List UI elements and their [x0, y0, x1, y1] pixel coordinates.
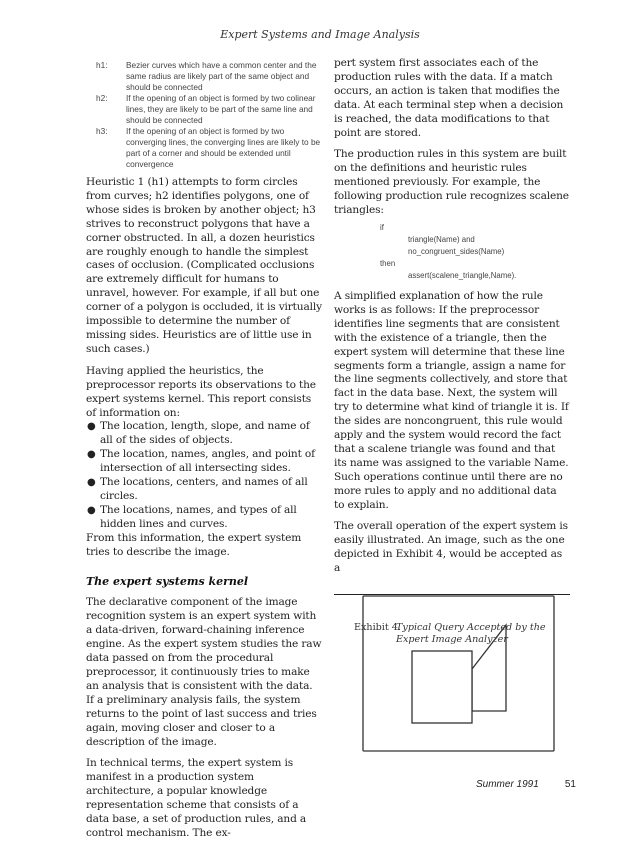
bullet-icon: ●: [87, 421, 96, 433]
paragraph: In technical terms, the expert system is manifest in a production system architecture, a popular knowledge representation scheme that consists of a data base, a set of production rules, and a control mechanism. The ex-: [86, 757, 307, 839]
heuristic-text: If the opening of an object is formed by two colinear lines, they are likely to be part of the same line and should be connected: [126, 93, 316, 125]
bullet-icon: ●: [87, 477, 96, 489]
left-column: [86, 60, 322, 849]
heuristic-text: Bezier curves which have a common center and the same radius are likely part of the same object and should be connected: [126, 60, 317, 92]
heuristic-item: [96, 60, 322, 93]
paragraph: A simplified explanation of how the rule works is as follows: If the preprocessor identifies line segments that are consistent with the existence of a triangle, then the expert system will determine that these line segments form a triangle, assign a name for the line segments collectively, and store that fact in the data base. Next, the system will try to determine what kind of triangle it is. If the sides are noncongruent, this rule would apply and the system would record the fact that a scalene triangle was found and that its name was assigned to the variable Name. Such operations continue until there are no more rules to apply and no additional data to explain.: [334, 289, 569, 511]
heuristic-text: If the opening of an object is formed by two converging lines, the converging lines are likely to be part of a corner and should be extended until convergence: [126, 126, 321, 169]
occluded-shape: [472, 625, 506, 711]
heuristic-item: [96, 93, 322, 126]
square-shape: [412, 651, 472, 723]
paragraph: Heuristic 1 (h1) attempts to form circles from curves; h2 identifies polygons, one of whose sides is broken by another object; h3 strives to reconstruct polygons that have a corner obstructed. In all, a dozen heuristics are roughly enough to handle the simplest cases of occlusion. (Complicated occlusions are extremely difficult for humans to unravel, however. For example, if all but one corner of a polygon is occluded, it is virtually impossible to determine the number of missing sides. Heuristics are of little use in such cases.): [86, 176, 322, 355]
section-heading: The expert systems kernel: [86, 575, 249, 589]
exhibit-number: Exhibit 4.: [354, 622, 401, 634]
code-action: assert(scalene_triangle,Name).: [408, 270, 517, 280]
exhibit-figure: [362, 595, 556, 753]
heuristics-list: [86, 60, 322, 170]
code-then-keyword: then: [380, 258, 396, 268]
code-if-keyword: if: [380, 222, 384, 232]
paragraph: pert system first associates each of the production rules with the data. If a match occurs, an action is taken that modifies the data. At each terminal step when a decision is reached, the data modifications to that point are stored.: [334, 57, 564, 139]
list-item-text: The locations, centers, and names of all circles.: [100, 476, 308, 502]
exhibit-title: Typical Query Accepted by the Expert Image Analyzer: [396, 622, 546, 646]
code-condition: triangle(Name) and: [408, 234, 475, 244]
paragraph: Having applied the heuristics, the preprocessor reports its observations to the expert systems kernel. This report consists of information on:: [86, 364, 316, 419]
page-number: 51: [564, 779, 576, 790]
heuristic-label: h3:: [96, 126, 108, 136]
issue-date: Summer 1991: [476, 779, 539, 790]
list-item: [86, 476, 322, 504]
page-footer: [476, 779, 576, 790]
right-column: [334, 57, 570, 646]
list-item: [86, 504, 322, 532]
heuristic-label: h1:: [96, 60, 108, 70]
list-item-text: The locations, names, and types of all hidden lines and curves.: [100, 503, 297, 530]
paragraph: From this information, the expert system tries to describe the image.: [86, 531, 302, 558]
list-item: [86, 448, 322, 476]
paragraph: The production rules in this system are built on the definitions and heuristic rules mentioned previously. For example, the following production rule recognizes scalene triangles:: [334, 148, 569, 217]
bullet-icon: ●: [87, 449, 96, 461]
report-items-list: [86, 420, 322, 531]
list-item: [86, 420, 322, 448]
running-head: Expert Systems and Image Analysis: [220, 28, 420, 41]
production-rule-code: [380, 222, 570, 282]
code-condition: no_congruent_sides(Name): [408, 246, 505, 256]
bullet-icon: ●: [87, 504, 96, 516]
paragraph: The overall operation of the expert system is easily illustrated. An image, such as the one depicted in Exhibit 4, would be accepted as a: [334, 520, 568, 575]
list-item-text: The location, length, slope, and name of all of the sides of objects.: [100, 420, 310, 447]
list-item-text: The location, names, angles, and point of intersection of all intersecting sides.: [100, 448, 315, 475]
paragraph: The declarative component of the image recognition system is an expert system with a data-driven, forward-chaining inference engine. As the expert system studies the raw data passed on from the procedural preprocessor, it continuously tries to make an analysis that is consistent with the data. If a preliminary analysis fails, the system returns to the point of last success and tries again, moving closer and closer to a description of the image.: [86, 596, 322, 748]
heuristic-label: h2:: [96, 93, 108, 103]
heuristic-item: [96, 126, 322, 170]
